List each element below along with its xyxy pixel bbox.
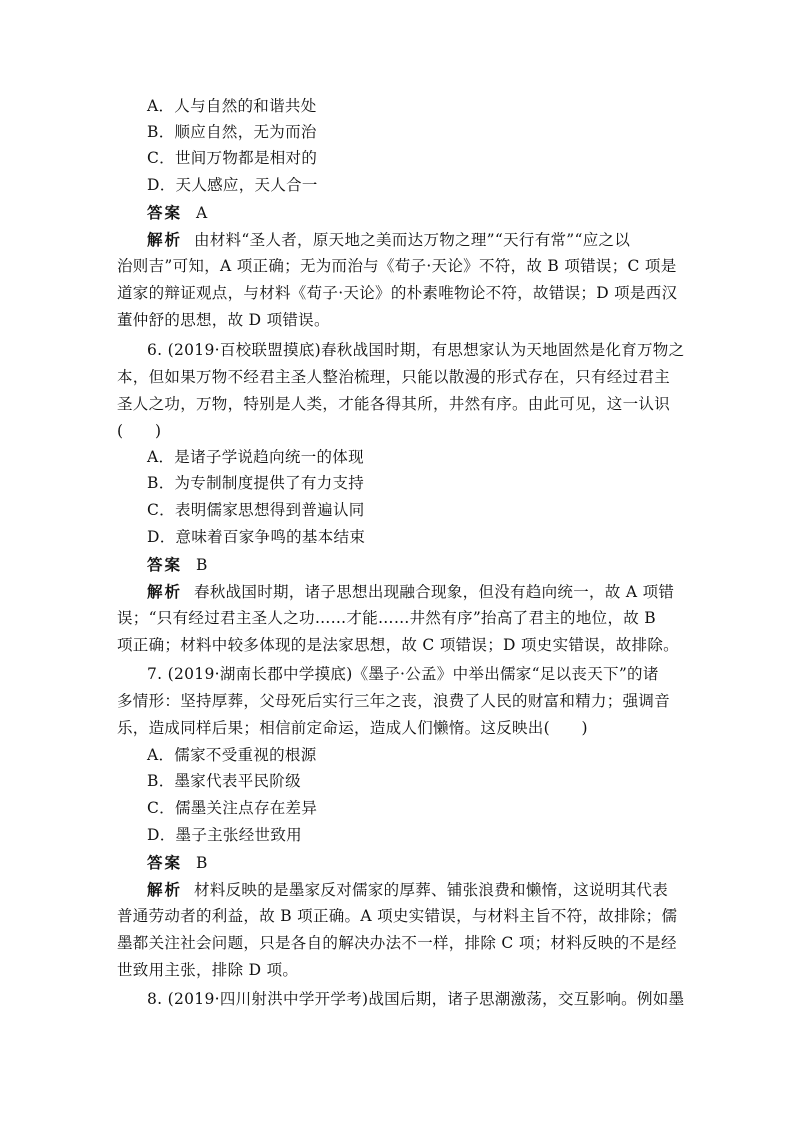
q7-analysis-line-2: 普通劳动者的利益，故 B 项正确。A 项史实错误，与材料主旨不符，故排除；儒: [117, 907, 678, 925]
q7-analysis-label: 解析: [147, 880, 183, 899]
q8-stem-line-1: 8. (2019·四川射洪中学开学考)战国后期，诸子思潮激荡，交互影响。例如墨: [147, 990, 685, 1008]
q5-analysis-line-4: 董仲舒的思想，故 D 项错误。: [117, 311, 330, 329]
q7-answer-value: B: [196, 854, 208, 872]
q6-stem-line-3: 圣人之功，万物，特别是人类，才能各得其所，井然有序。由此可见，这一认识: [117, 395, 671, 413]
q7-option-c: C．儒墨关注点存在差异: [147, 799, 318, 817]
q7-option-d: D．墨子主张经世致用: [147, 826, 302, 844]
q7-answer-label: 答案: [147, 853, 183, 872]
q6-answer-value: B: [196, 556, 208, 574]
q7-answer: [147, 849, 707, 877]
q5-analysis-label: 解析: [147, 230, 183, 249]
q6-analysis-label: 解析: [147, 582, 183, 601]
q6-analysis-text-1: 春秋战国时期，诸子思想出现融合现象，但没有趋向统一，故 A 项错: [194, 583, 675, 601]
q6-analysis-line-2: 误；“只有经过君主圣人之功……才能……井然有序”抬高了君主的地位，故 B: [117, 609, 656, 627]
q6-option-a: A．是诸子学说趋向统一的体现: [147, 448, 364, 466]
q7-option-b: B．墨家代表平民阶级: [147, 772, 301, 790]
q7-option-a: A．儒家不受重视的根源: [147, 746, 317, 764]
q6-analysis-line-3: 项正确；材料中较多体现的是法家思想，故 C 项错误；D 项史实错误，故排除。: [117, 636, 679, 654]
q6-option-c: C．表明儒家思想得到普遍认同: [147, 501, 365, 519]
q7-stem-line-3: 乐，造成同样后果；相信前定命运，造成人们懒惰。这反映出( ): [117, 719, 588, 737]
q5-answer: [147, 199, 707, 227]
q6-stem-line-2: 本，但如果万物不经君主圣人整治梳理，只能以散漫的形式存在，只有经过君主: [117, 368, 671, 386]
q5-analysis-text-1: 由材料“圣人者，原天地之美而达万物之理”“天行有常”“应之以: [194, 231, 631, 249]
q5-analysis-line-1: [147, 226, 707, 254]
q6-answer-label: 答案: [147, 555, 183, 574]
q5-answer-value: A: [196, 204, 208, 222]
q5-analysis-line-3: 道家的辩证观点，与材料《荀子·天论》的朴素唯物论不符，故错误；D 项是西汉: [117, 284, 678, 302]
q6-option-b: B．为专制制度提供了有力支持: [147, 474, 365, 492]
q6-stem-line-1: 6. (2019·百校联盟摸底)春秋战国时期，有思想家认为天地固然是化育万物之: [147, 341, 685, 359]
q7-analysis-line-1: [147, 876, 707, 904]
q5-analysis-line-2: 治则吉”可知，A 项正确；无为而治与《荀子·天论》不符，故 B 项错误；C 项是: [117, 257, 677, 275]
q5-option-c: C．世间万物都是相对的: [147, 149, 318, 167]
q6-analysis-line-1: [147, 578, 707, 606]
q6-option-d: D．意味着百家争鸣的基本结束: [147, 528, 366, 546]
q5-answer-label: 答案: [147, 203, 183, 222]
q6-answer: [147, 551, 707, 579]
q7-analysis-text-1: 材料反映的是墨家反对儒家的厚葬、铺张浪费和懒惰，这说明其代表: [194, 881, 669, 899]
q7-analysis-line-3: 墨都关注社会问题，只是各自的解决办法不一样，排除 C 项；材料反映的不是经: [117, 934, 677, 952]
q7-stem-line-1: 7. (2019·湖南长郡中学摸底)《墨子·公孟》中举出儒家“足以丧天下”的诸: [147, 665, 659, 683]
q6-stem-line-4: ( ): [117, 422, 162, 440]
q5-option-b: B．顺应自然，无为而治: [147, 123, 317, 141]
q7-stem-line-2: 多情形：坚持厚葬，父母死后实行三年之丧，浪费了人民的财富和精力；强调音: [117, 692, 671, 710]
q5-option-d: D．天人感应，天人合一: [147, 176, 318, 194]
q5-option-a: A．人与自然的和谐共处: [147, 97, 317, 115]
q7-analysis-line-4: 世致用主张，排除 D 项。: [117, 961, 299, 979]
